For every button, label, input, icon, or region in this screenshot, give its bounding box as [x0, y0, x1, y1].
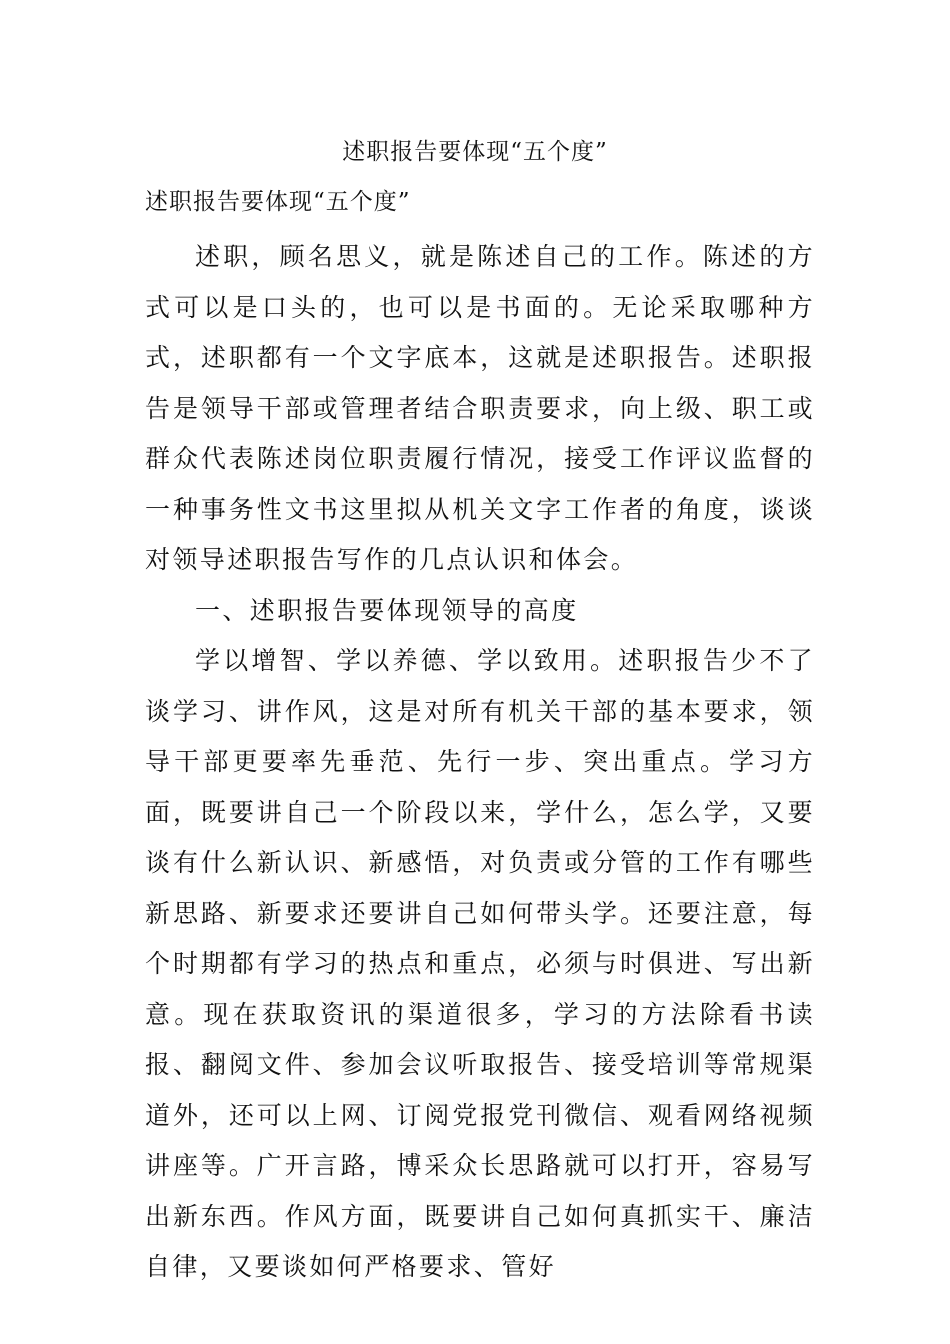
document-body [145, 232, 815, 1293]
paragraph-section-1: 学以增智、学以养德、学以致用。述职报告少不了谈学习、讲作风，这是对所有机关干部的基本要求，领导干部更要率先垂范、先行一步、突出重点。学习方面，既要讲自己一个阶段以来，学什么，怎么学，又要谈有什么新认识、新感悟，对负责或分管的工作有哪些新思路、新要求还要讲自己如何带头学。还要注意，每个时期都有学习的热点和重点，必须与时俱进、写出新意。现在获取资讯的渠道很多，学习的方法除看书读报、翻阅文件、参加会议听取报告、接受培训等常规渠道外，还可以上网、订阅党报党刊微信、观看网络视频讲座等。广开言路，博采众长思路就可以打开，容易写出新东西。作风方面，既要讲自己如何真抓实干、廉洁自律，又要谈如何严格要求、管好 [145, 646, 815, 1281]
paragraph-intro: 述职，顾名思义，就是陈述自己的工作。陈述的方式可以是口头的，也可以是书面的。无论采取哪种方式，述职都有一个文字底本，这就是述职报告。述职报告是领导干部或管理者结合职责要求，向上级、职工或群众代表陈述岗位职责履行情况，接受工作评议监督的一种事务性文书这里拟从机关文字工作者的角度，谈谈对领导述职报告写作的几点认识和体会。 [145, 242, 815, 574]
section-heading-1: 一、述职报告要体现领导的高度 [195, 595, 579, 625]
document-title: 述职报告要体现“五个度” [342, 139, 608, 165]
document-subtitle: 述职报告要体现“五个度” [145, 189, 411, 215]
